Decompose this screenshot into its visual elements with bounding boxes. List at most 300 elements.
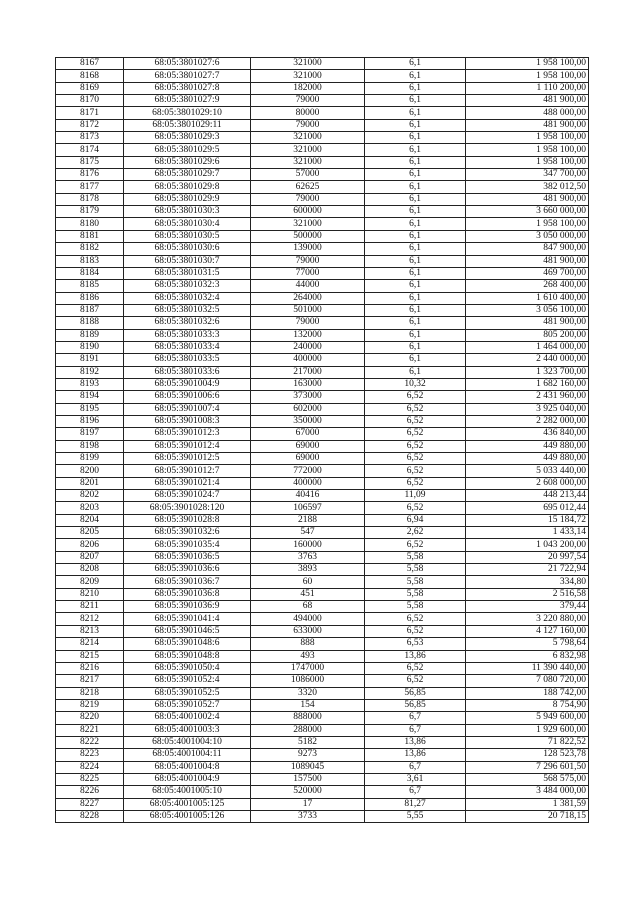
row-number-cell: 8176: [56, 169, 124, 181]
cadastral-number-cell: 68:05:3801031:5: [124, 267, 251, 279]
row-number-cell: 8210: [56, 588, 124, 600]
value-cell: 6 832,98: [466, 650, 589, 662]
rate-cell: 11,09: [365, 490, 466, 502]
rate-cell: 6,52: [365, 465, 466, 477]
table-row: [56, 588, 589, 600]
value-cell: 3 056 100,00: [466, 304, 589, 316]
area-cell: 79000: [251, 255, 365, 267]
table-row: [56, 70, 589, 82]
row-number-cell: 8171: [56, 107, 124, 119]
value-cell: 2 431 960,00: [466, 391, 589, 403]
value-cell: 3 220 880,00: [466, 613, 589, 625]
area-cell: 79000: [251, 317, 365, 329]
value-cell: 71 822,52: [466, 736, 589, 748]
area-cell: 633000: [251, 625, 365, 637]
table-row: [56, 341, 589, 353]
value-cell: 469 700,00: [466, 267, 589, 279]
value-cell: 15 184,72: [466, 514, 589, 526]
row-number-cell: 8219: [56, 699, 124, 711]
cadastral-number-cell: 68:05:3901052:5: [124, 687, 251, 699]
area-cell: 132000: [251, 329, 365, 341]
value-cell: 11 390 440,00: [466, 662, 589, 674]
table-row: [56, 415, 589, 427]
rate-cell: 6,52: [365, 539, 466, 551]
rate-cell: 6,52: [365, 675, 466, 687]
table-row: [56, 613, 589, 625]
cadastral-number-cell: 68:05:3901006:6: [124, 391, 251, 403]
value-cell: 488 000,00: [466, 107, 589, 119]
rate-cell: 6,1: [365, 366, 466, 378]
cadastral-number-cell: 68:05:3901036:9: [124, 601, 251, 613]
table-row: [56, 514, 589, 526]
table-body: [56, 58, 589, 823]
value-cell: 448 213,44: [466, 490, 589, 502]
row-number-cell: 8221: [56, 724, 124, 736]
row-number-cell: 8200: [56, 465, 124, 477]
table-row: [56, 527, 589, 539]
cadastral-number-cell: 68:05:3901024:7: [124, 490, 251, 502]
value-cell: 1 682 160,00: [466, 378, 589, 390]
row-number-cell: 8197: [56, 428, 124, 440]
area-cell: 321000: [251, 144, 365, 156]
rate-cell: 13,86: [365, 650, 466, 662]
cadastral-number-cell: 68:05:3901028:8: [124, 514, 251, 526]
value-cell: 1 323 700,00: [466, 366, 589, 378]
value-cell: 188 742,00: [466, 687, 589, 699]
value-cell: 8 754,90: [466, 699, 589, 711]
area-cell: 1089045: [251, 761, 365, 773]
cadastral-number-cell: 68:05:3901048:8: [124, 650, 251, 662]
cadastral-number-cell: 68:05:3801030:6: [124, 243, 251, 255]
area-cell: 79000: [251, 119, 365, 131]
cadastral-number-cell: 68:05:3901021:4: [124, 477, 251, 489]
row-number-cell: 8179: [56, 206, 124, 218]
table-row: [56, 255, 589, 267]
cadastral-number-cell: 68:05:3901052:7: [124, 699, 251, 711]
area-cell: 68: [251, 601, 365, 613]
area-cell: 240000: [251, 341, 365, 353]
value-cell: 568 575,00: [466, 773, 589, 785]
cadastral-number-cell: 68:05:4001005:126: [124, 810, 251, 822]
rate-cell: 6,1: [365, 243, 466, 255]
value-cell: 334,80: [466, 576, 589, 588]
area-cell: 400000: [251, 477, 365, 489]
row-number-cell: 8193: [56, 378, 124, 390]
table-row: [56, 576, 589, 588]
value-cell: 2 516,58: [466, 588, 589, 600]
cadastral-number-cell: 68:05:3801030:4: [124, 218, 251, 230]
table-row: [56, 144, 589, 156]
cadastral-number-cell: 68:05:3901012:7: [124, 465, 251, 477]
table-row: [56, 625, 589, 637]
rate-cell: 6,1: [365, 317, 466, 329]
table-row: [56, 243, 589, 255]
value-cell: 1 958 100,00: [466, 132, 589, 144]
table-row: [56, 119, 589, 131]
area-cell: 3320: [251, 687, 365, 699]
row-number-cell: 8228: [56, 810, 124, 822]
value-cell: 481 900,00: [466, 255, 589, 267]
table-row: [56, 712, 589, 724]
row-number-cell: 8175: [56, 156, 124, 168]
rate-cell: 6,52: [365, 613, 466, 625]
table-row: [56, 181, 589, 193]
value-cell: 382 012,50: [466, 181, 589, 193]
cadastral-number-cell: 68:05:3901012:5: [124, 453, 251, 465]
row-number-cell: 8204: [56, 514, 124, 526]
rate-cell: 5,58: [365, 564, 466, 576]
rate-cell: 6,1: [365, 107, 466, 119]
area-cell: 1747000: [251, 662, 365, 674]
area-cell: 321000: [251, 70, 365, 82]
rate-cell: 6,94: [365, 514, 466, 526]
row-number-cell: 8222: [56, 736, 124, 748]
cadastral-number-cell: 68:05:3901012:4: [124, 440, 251, 452]
area-cell: 888000: [251, 712, 365, 724]
area-cell: 600000: [251, 206, 365, 218]
rate-cell: 6,52: [365, 403, 466, 415]
cadastral-number-cell: 68:05:3801027:9: [124, 95, 251, 107]
table-row: [56, 539, 589, 551]
cadastral-number-cell: 68:05:3801033:5: [124, 354, 251, 366]
row-number-cell: 8218: [56, 687, 124, 699]
rate-cell: 6,7: [365, 724, 466, 736]
cadastral-number-cell: 68:05:3901036:7: [124, 576, 251, 588]
rate-cell: 6,1: [365, 329, 466, 341]
area-cell: 264000: [251, 292, 365, 304]
row-number-cell: 8183: [56, 255, 124, 267]
rate-cell: 6,7: [365, 712, 466, 724]
area-cell: 321000: [251, 132, 365, 144]
cadastral-number-cell: 68:05:3901050:4: [124, 662, 251, 674]
cadastral-number-cell: 68:05:3901036:6: [124, 564, 251, 576]
row-number-cell: 8227: [56, 798, 124, 810]
table-row: [56, 650, 589, 662]
area-cell: 5182: [251, 736, 365, 748]
row-number-cell: 8182: [56, 243, 124, 255]
row-number-cell: 8192: [56, 366, 124, 378]
table-row: [56, 798, 589, 810]
rate-cell: 6,1: [365, 267, 466, 279]
value-cell: 481 900,00: [466, 95, 589, 107]
rate-cell: 5,58: [365, 601, 466, 613]
cadastral-number-cell: 68:05:3801030:3: [124, 206, 251, 218]
table-row: [56, 551, 589, 563]
table-row: [56, 453, 589, 465]
rate-cell: 5,58: [365, 588, 466, 600]
row-number-cell: 8170: [56, 95, 124, 107]
row-number-cell: 8213: [56, 625, 124, 637]
row-number-cell: 8169: [56, 82, 124, 94]
land-plot-table: [55, 57, 589, 823]
rate-cell: 6,1: [365, 82, 466, 94]
row-number-cell: 8178: [56, 193, 124, 205]
value-cell: 21 722,94: [466, 564, 589, 576]
value-cell: 3 484 000,00: [466, 786, 589, 798]
cadastral-number-cell: 68:05:3801029:7: [124, 169, 251, 181]
row-number-cell: 8177: [56, 181, 124, 193]
rate-cell: 6,1: [365, 341, 466, 353]
table-row: [56, 638, 589, 650]
area-cell: 321000: [251, 218, 365, 230]
row-number-cell: 8203: [56, 502, 124, 514]
value-cell: 268 400,00: [466, 280, 589, 292]
cadastral-number-cell: 68:05:4001005:125: [124, 798, 251, 810]
area-cell: 163000: [251, 378, 365, 390]
rate-cell: 6,1: [365, 230, 466, 242]
table-row: [56, 490, 589, 502]
area-cell: 451: [251, 588, 365, 600]
rate-cell: 6,1: [365, 70, 466, 82]
table-row: [56, 564, 589, 576]
rate-cell: 6,1: [365, 119, 466, 131]
area-cell: 772000: [251, 465, 365, 477]
cadastral-number-cell: 68:05:3801032:5: [124, 304, 251, 316]
table-row: [56, 502, 589, 514]
row-number-cell: 8186: [56, 292, 124, 304]
rate-cell: 6,1: [365, 132, 466, 144]
row-number-cell: 8217: [56, 675, 124, 687]
table-row: [56, 810, 589, 822]
table-row: [56, 699, 589, 711]
cadastral-number-cell: 68:05:3801033:6: [124, 366, 251, 378]
cadastral-number-cell: 68:05:3801030:5: [124, 230, 251, 242]
rate-cell: 56,85: [365, 687, 466, 699]
table-row: [56, 724, 589, 736]
value-cell: 1 958 100,00: [466, 144, 589, 156]
row-number-cell: 8207: [56, 551, 124, 563]
row-number-cell: 8205: [56, 527, 124, 539]
area-cell: 321000: [251, 156, 365, 168]
table-row: [56, 267, 589, 279]
rate-cell: 6,52: [365, 625, 466, 637]
area-cell: 106597: [251, 502, 365, 514]
area-cell: 9273: [251, 749, 365, 761]
row-number-cell: 8220: [56, 712, 124, 724]
table-row: [56, 366, 589, 378]
value-cell: 379,44: [466, 601, 589, 613]
rate-cell: 5,58: [365, 576, 466, 588]
area-cell: 520000: [251, 786, 365, 798]
cadastral-number-cell: 68:05:3801027:8: [124, 82, 251, 94]
row-number-cell: 8224: [56, 761, 124, 773]
table-row: [56, 156, 589, 168]
row-number-cell: 8189: [56, 329, 124, 341]
area-cell: 1086000: [251, 675, 365, 687]
value-cell: 1 958 100,00: [466, 70, 589, 82]
area-cell: 602000: [251, 403, 365, 415]
row-number-cell: 8167: [56, 58, 124, 70]
area-cell: 69000: [251, 440, 365, 452]
area-cell: 77000: [251, 267, 365, 279]
table-row: [56, 428, 589, 440]
row-number-cell: 8181: [56, 230, 124, 242]
area-cell: 493: [251, 650, 365, 662]
area-cell: 157500: [251, 773, 365, 785]
area-cell: 400000: [251, 354, 365, 366]
value-cell: 449 880,00: [466, 440, 589, 452]
rate-cell: 81,27: [365, 798, 466, 810]
cadastral-number-cell: 68:05:3801033:4: [124, 341, 251, 353]
table-row: [56, 107, 589, 119]
value-cell: 1 958 100,00: [466, 218, 589, 230]
rate-cell: 6,52: [365, 415, 466, 427]
row-number-cell: 8206: [56, 539, 124, 551]
table-row: [56, 465, 589, 477]
table-row: [56, 58, 589, 70]
rate-cell: 6,1: [365, 95, 466, 107]
table-row: [56, 132, 589, 144]
rate-cell: 6,1: [365, 292, 466, 304]
table-row: [56, 786, 589, 798]
value-cell: 847 900,00: [466, 243, 589, 255]
row-number-cell: 8188: [56, 317, 124, 329]
rate-cell: 3,61: [365, 773, 466, 785]
table-row: [56, 601, 589, 613]
value-cell: 7 080 720,00: [466, 675, 589, 687]
rate-cell: 6,52: [365, 391, 466, 403]
table-row: [56, 193, 589, 205]
row-number-cell: 8187: [56, 304, 124, 316]
table-row: [56, 440, 589, 452]
area-cell: 44000: [251, 280, 365, 292]
table-row: [56, 773, 589, 785]
table-row: [56, 280, 589, 292]
value-cell: 695 012,44: [466, 502, 589, 514]
value-cell: 5 033 440,00: [466, 465, 589, 477]
value-cell: 1 043 200,00: [466, 539, 589, 551]
rate-cell: 6,7: [365, 761, 466, 773]
row-number-cell: 8216: [56, 662, 124, 674]
row-number-cell: 8199: [56, 453, 124, 465]
rate-cell: 6,1: [365, 156, 466, 168]
value-cell: 449 880,00: [466, 453, 589, 465]
table-row: [56, 675, 589, 687]
cadastral-number-cell: 68:05:3801032:3: [124, 280, 251, 292]
area-cell: 494000: [251, 613, 365, 625]
row-number-cell: 8174: [56, 144, 124, 156]
cadastral-number-cell: 68:05:3901048:6: [124, 638, 251, 650]
area-cell: 40416: [251, 490, 365, 502]
area-cell: 2188: [251, 514, 365, 526]
rate-cell: 6,1: [365, 193, 466, 205]
row-number-cell: 8226: [56, 786, 124, 798]
table-row: [56, 82, 589, 94]
cadastral-number-cell: 68:05:3901036:5: [124, 551, 251, 563]
table-row: [56, 749, 589, 761]
value-cell: 347 700,00: [466, 169, 589, 181]
cadastral-number-cell: 68:05:3901004:9: [124, 378, 251, 390]
area-cell: 373000: [251, 391, 365, 403]
area-cell: 139000: [251, 243, 365, 255]
value-cell: 7 296 601,50: [466, 761, 589, 773]
cadastral-number-cell: 68:05:3901032:6: [124, 527, 251, 539]
rate-cell: 6,52: [365, 453, 466, 465]
cadastral-number-cell: 68:05:3801032:6: [124, 317, 251, 329]
cadastral-number-cell: 68:05:3801029:5: [124, 144, 251, 156]
value-cell: 481 900,00: [466, 193, 589, 205]
rate-cell: 6,1: [365, 181, 466, 193]
cadastral-number-cell: 68:05:3901052:4: [124, 675, 251, 687]
table-row: [56, 378, 589, 390]
row-number-cell: 8191: [56, 354, 124, 366]
cadastral-number-cell: 68:05:4001005:10: [124, 786, 251, 798]
area-cell: 217000: [251, 366, 365, 378]
value-cell: 4 127 160,00: [466, 625, 589, 637]
area-cell: 288000: [251, 724, 365, 736]
cadastral-number-cell: 68:05:4001004:10: [124, 736, 251, 748]
cadastral-number-cell: 68:05:3801029:3: [124, 132, 251, 144]
cadastral-number-cell: 68:05:3801032:4: [124, 292, 251, 304]
area-cell: 321000: [251, 58, 365, 70]
row-number-cell: 8195: [56, 403, 124, 415]
area-cell: 182000: [251, 82, 365, 94]
value-cell: 2 282 000,00: [466, 415, 589, 427]
row-number-cell: 8173: [56, 132, 124, 144]
row-number-cell: 8184: [56, 267, 124, 279]
table-row: [56, 354, 589, 366]
area-cell: 500000: [251, 230, 365, 242]
area-cell: 154: [251, 699, 365, 711]
rate-cell: 13,86: [365, 749, 466, 761]
table-row: [56, 477, 589, 489]
area-cell: 3763: [251, 551, 365, 563]
row-number-cell: 8202: [56, 490, 124, 502]
rate-cell: 56,85: [365, 699, 466, 711]
value-cell: 1 381,59: [466, 798, 589, 810]
row-number-cell: 8223: [56, 749, 124, 761]
rate-cell: 6,1: [365, 58, 466, 70]
cadastral-number-cell: 68:05:4001004:9: [124, 773, 251, 785]
cadastral-number-cell: 68:05:3801027:6: [124, 58, 251, 70]
cadastral-number-cell: 68:05:3801029:8: [124, 181, 251, 193]
rate-cell: 6,52: [365, 502, 466, 514]
table-row: [56, 736, 589, 748]
rate-cell: 6,1: [365, 255, 466, 267]
cadastral-number-cell: 68:05:4001004:8: [124, 761, 251, 773]
row-number-cell: 8190: [56, 341, 124, 353]
cadastral-number-cell: 68:05:3801029:11: [124, 119, 251, 131]
rate-cell: 13,86: [365, 736, 466, 748]
area-cell: 888: [251, 638, 365, 650]
rate-cell: 6,52: [365, 477, 466, 489]
value-cell: 1 433,14: [466, 527, 589, 539]
rate-cell: 6,1: [365, 144, 466, 156]
table-row: [56, 662, 589, 674]
area-cell: 60: [251, 576, 365, 588]
rate-cell: 10,32: [365, 378, 466, 390]
value-cell: 20 997,54: [466, 551, 589, 563]
value-cell: 1 110 200,00: [466, 82, 589, 94]
rate-cell: 2,62: [365, 527, 466, 539]
rate-cell: 6,1: [365, 218, 466, 230]
area-cell: 69000: [251, 453, 365, 465]
area-cell: 62625: [251, 181, 365, 193]
cadastral-number-cell: 68:05:3901036:8: [124, 588, 251, 600]
cadastral-number-cell: 68:05:3901041:4: [124, 613, 251, 625]
area-cell: 67000: [251, 428, 365, 440]
value-cell: 1 610 400,00: [466, 292, 589, 304]
area-cell: 3733: [251, 810, 365, 822]
row-number-cell: 8208: [56, 564, 124, 576]
row-number-cell: 8168: [56, 70, 124, 82]
cadastral-number-cell: 68:05:3801033:3: [124, 329, 251, 341]
value-cell: 3 925 040,00: [466, 403, 589, 415]
row-number-cell: 8209: [56, 576, 124, 588]
value-cell: 1 929 600,00: [466, 724, 589, 736]
cadastral-number-cell: 68:05:3801027:7: [124, 70, 251, 82]
rate-cell: 6,1: [365, 169, 466, 181]
